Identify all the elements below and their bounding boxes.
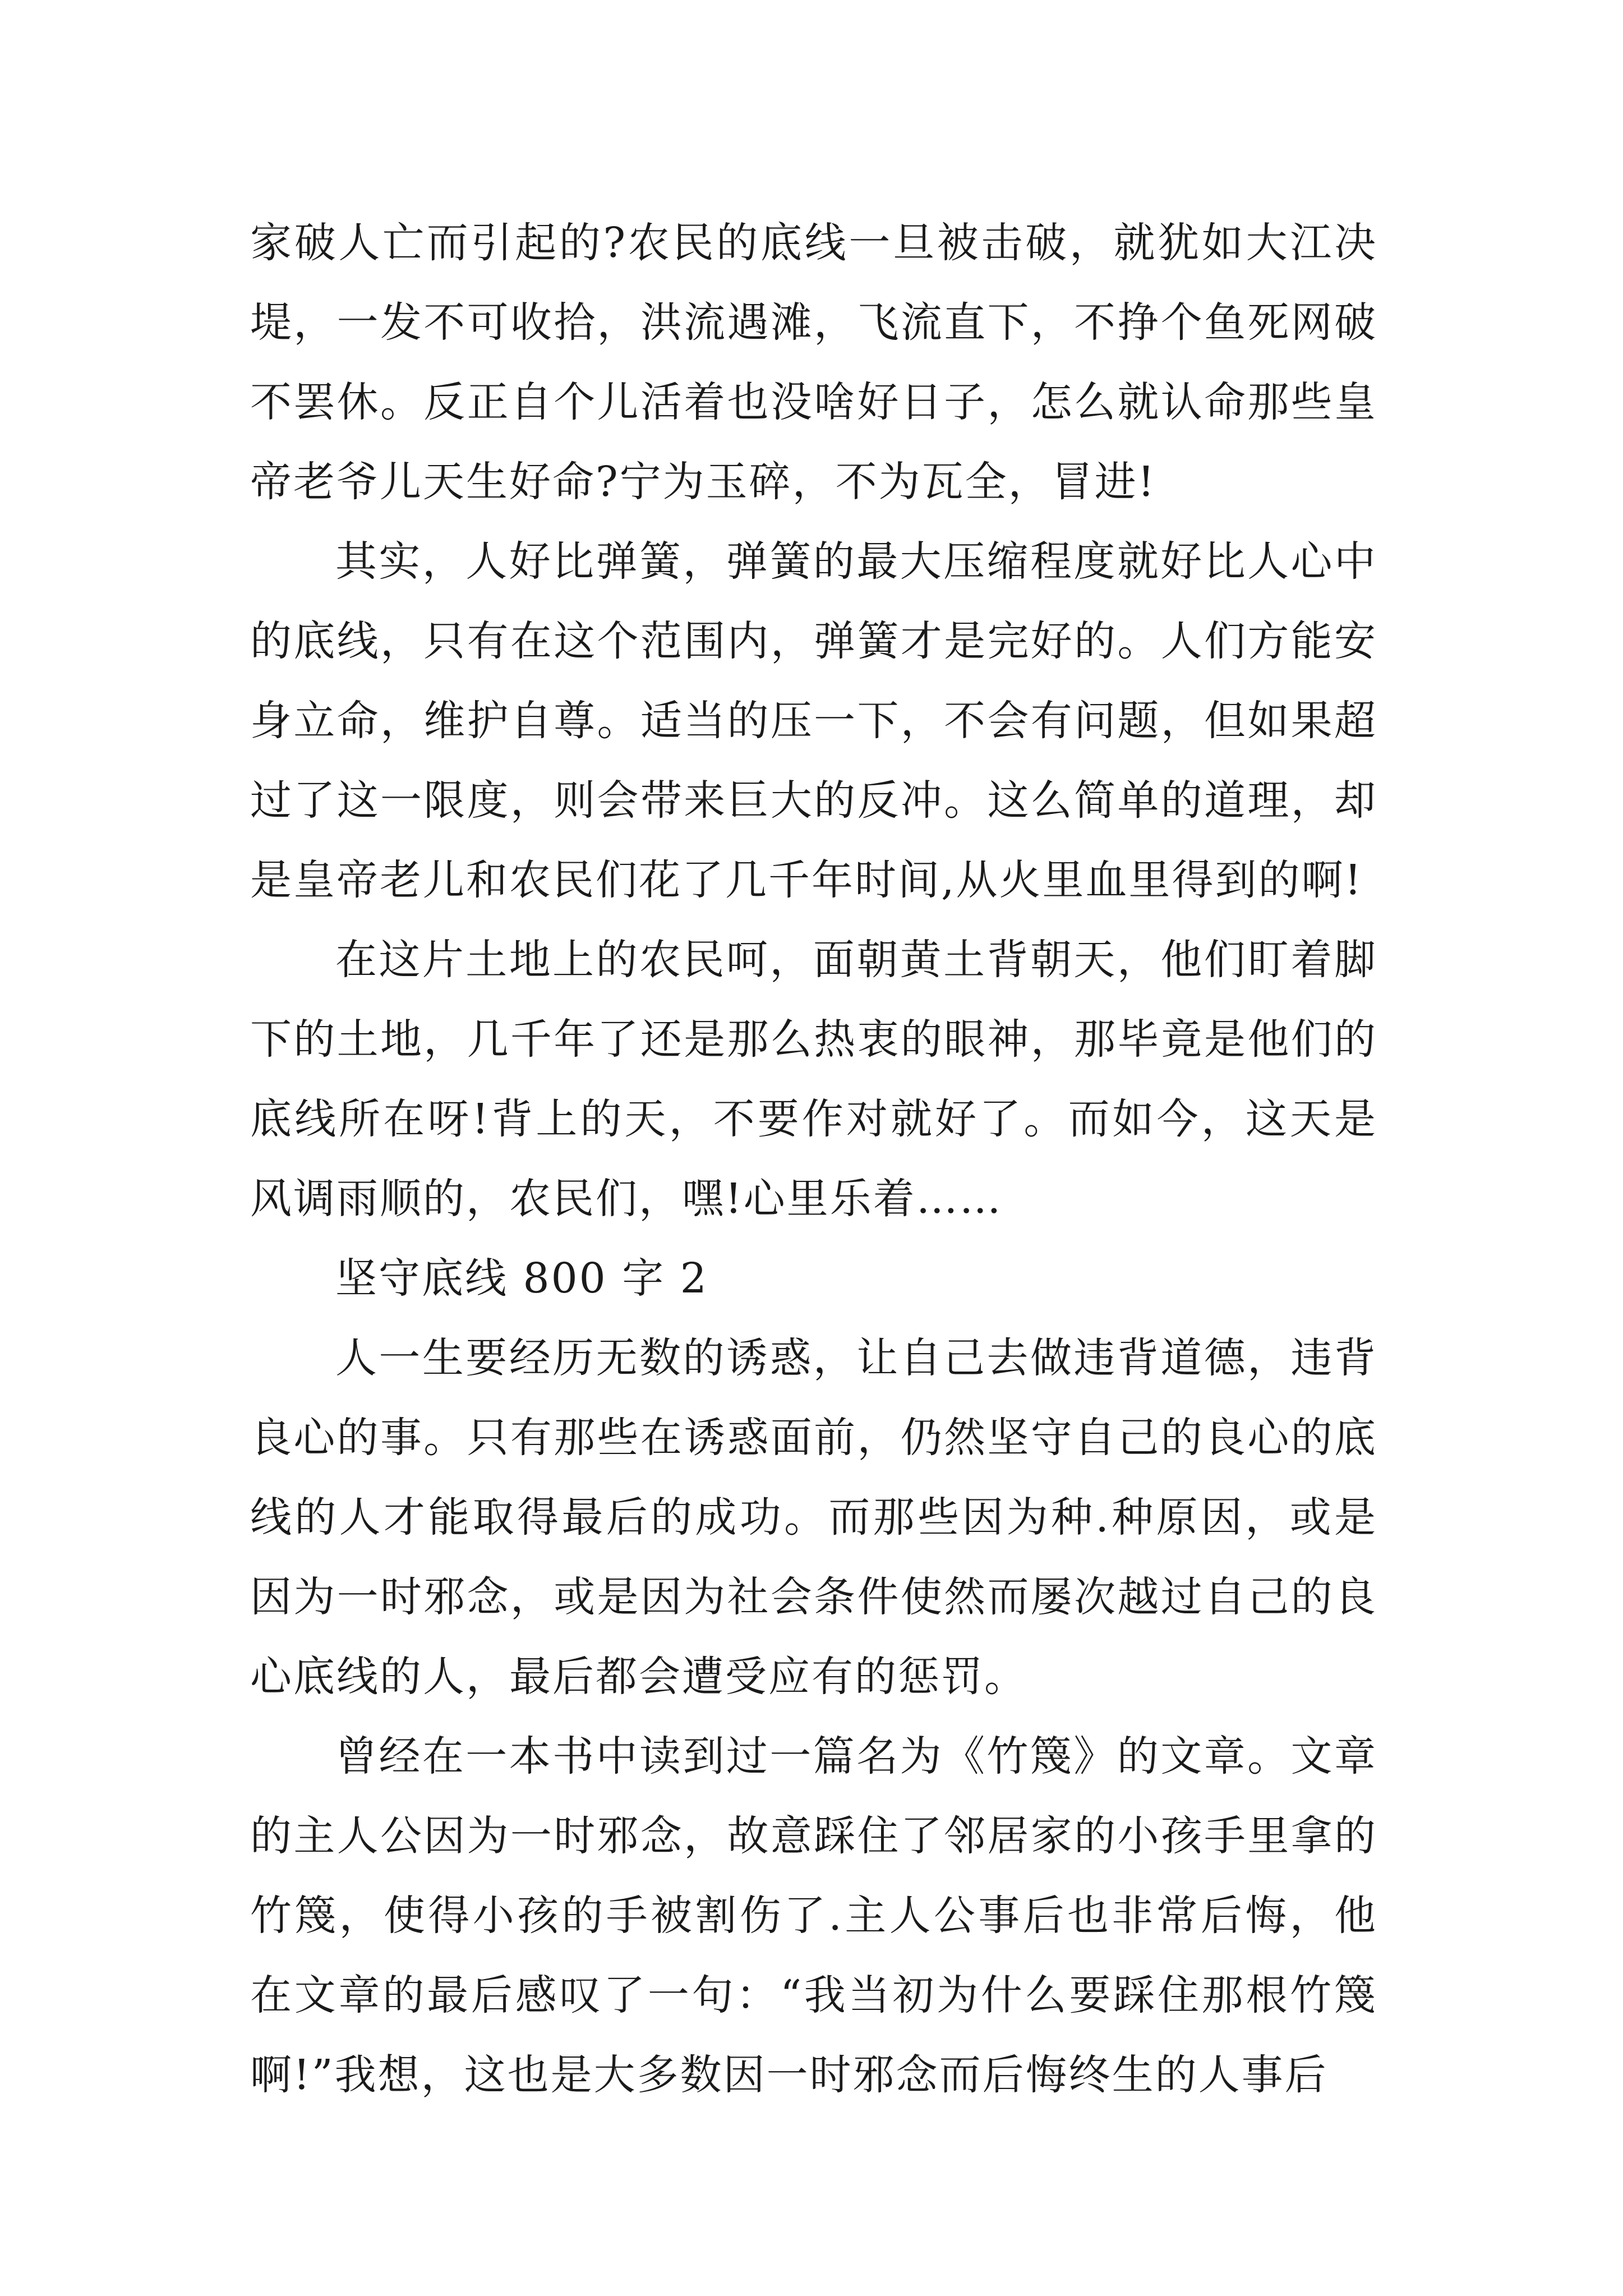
paragraph-2: 其实，人好比弹簧，弹簧的最大压缩程度就好比人心中的底线，只有在这个范围内，弹簧才是完好的。人们方能安身立命，维护自尊。适当的压一下，不会有问题，但如果超过了这一限度，则会带来巨大的反冲。这么简单的道理，却是皇帝老儿和农民们花了几千年时间,从火里血里得到的啊! [250, 537, 1377, 904]
paragraph-4: 人一生要经历无数的诱惑，让自己去做违背道德，违背良心的事。只有那些在诱惑面前，仍然坚守自己的良心的底线的人才能取得最后的成功。而那些因为种.种原因，或是因为一时邪念，或是因为社会条件使然而屡次越过自己的良心底线的人，最后都会遭受应有的惩罚。 [250, 1334, 1377, 1701]
paragraph-5: 曾经在一本书中读到过一篇名为《竹篾》的文章。文章的主人公因为一时邪念，故意踩住了邻居家的小孩手里拿的竹篾，使得小孩的手被割伤了.主人公事后也非常后悔，他在文章的最后感叹了一句：“我当初为什么要踩住那根竹篾啊!”我想，这也是大多数因一时邪念而后悔终生的人事后 [250, 1732, 1377, 2099]
document-body [250, 203, 1377, 2115]
paragraph-1: 家破人亡而引起的?农民的底线一旦被击破，就犹如大江决堤，一发不可收拾，洪流遇滩，飞流直下，不挣个鱼死网破不罢休。反正自个儿活着也没啥好日子，怎么就认命那些皇帝老爷儿天生好命?宁为玉碎，不为瓦全，冒进! [250, 219, 1377, 506]
paragraph-3: 在这片土地上的农民呵，面朝黄土背朝天，他们盯着脚下的土地，几千年了还是那么热衷的眼神，那毕竟是他们的底线所在呀!背上的天，不要作对就好了。而如今，这天是风调雨顺的，农民们，嘿!心里乐着…… [250, 936, 1377, 1223]
section-heading: 坚守底线 800 字 2 [335, 1254, 708, 1303]
